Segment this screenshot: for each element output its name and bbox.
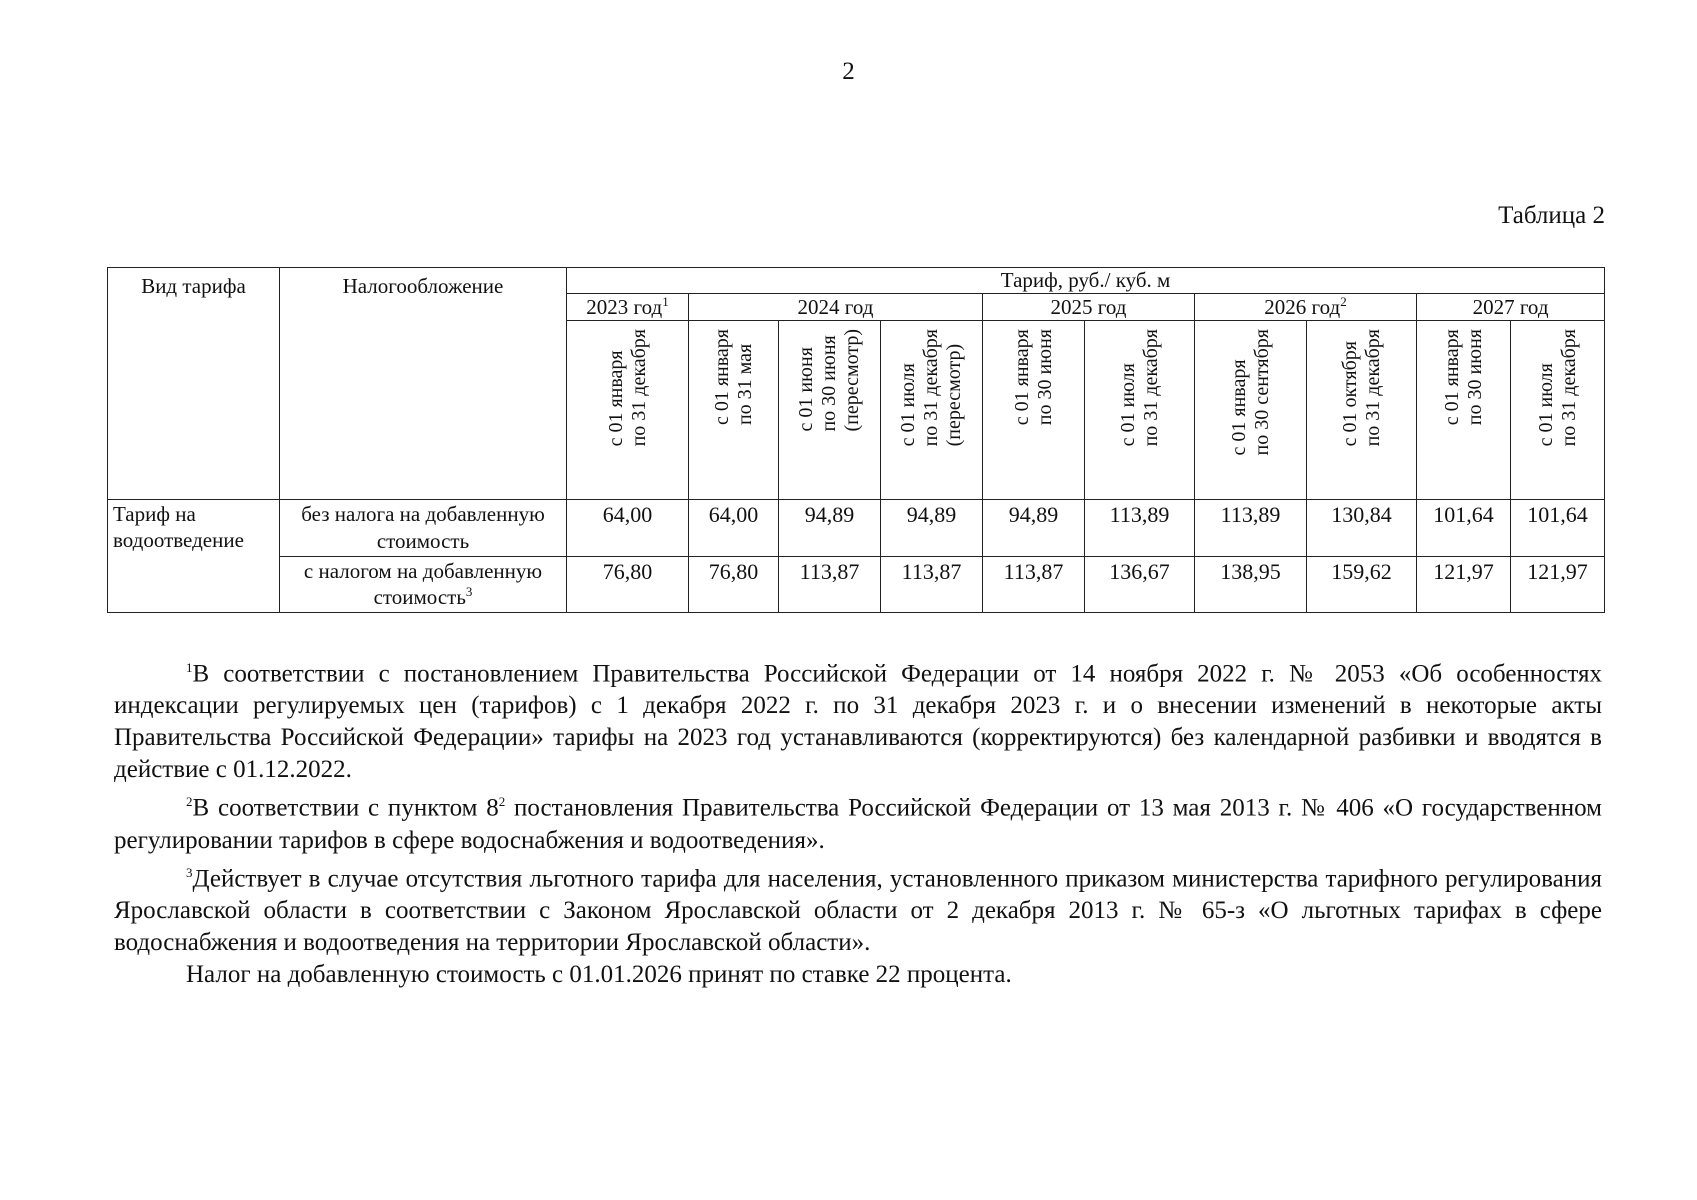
tariff-value: 94,89 [983,500,1085,556]
tariff-value: 159,62 [1307,556,1417,612]
period-header [1511,321,1605,500]
footnote-text: Действует в случае отсутствия льготного тарифа для населения, установленного приказом министерства тарифного регулирования Ярославской области в соответствии с Законом Ярославской области от 2 декабря 2013 г. № 65-з «О льготных тарифах в сфере водоснабжения и водоотведения на территории Ярославской области». [114,864,1602,956]
year-label: 2027 год [1472,295,1549,320]
period-header [983,321,1085,500]
period-header [1307,321,1417,500]
col-header-tariff-type: Вид тарифа [108,268,280,500]
year-header [1417,294,1605,321]
tariff-value: 113,89 [1195,500,1307,556]
year-header [689,294,983,321]
period-label: с 01 июля по 31 декабря [1534,329,1580,447]
table-row [108,556,1605,612]
period-header [1195,321,1307,500]
period-label: с 01 июня по 30 июня (пересмотр) [795,329,863,432]
period-label: с 01 января по 30 июня [1440,329,1486,426]
footnote-3 [114,857,1602,959]
col-header-taxation: Налогообложение [280,268,567,500]
tariff-value: 101,64 [1417,500,1511,556]
period-label: с 01 января по 30 июня [1010,329,1056,426]
year-header [1195,294,1417,321]
footnote-mark: 2 [1340,294,1347,310]
period-label: с 01 января по 30 сентября [1227,329,1273,456]
footnote-text: В соответствии с постановлением Правительства Российской Федерации от 14 ноября 2022 г. № 2053 «Об особенностях индексации регулируемых цен (тарифов) с 1 декабря 2022 г. по 31 декабря 2023 г. и о внесении изменений в некоторые акты Правительства Российской Федерации» тарифы на 2023 год устанавливаются (корректируются) без календарной разбивки и вводятся в действие с 01.12.2022. [114,660,1602,784]
footnote-mark: 2 [186,794,193,810]
period-label: с 01 января по 31 мая [710,329,756,426]
period-header [779,321,881,500]
footnote-mark: 1 [662,294,669,310]
tariff-value: 113,89 [1085,500,1195,556]
period-header [1417,321,1511,500]
footnote-text: постановления Правительства Российской Федерации от 13 мая 2013 г. № 406 «О государственном регулировании тарифов в сфере водоснабжения и водоотведения». [114,794,1602,854]
table-row [108,500,1605,556]
year-label: 2023 год [586,295,663,320]
year-label: 2025 год [1050,295,1127,320]
year-label: 2024 год [797,295,874,320]
table-caption: Таблица 2 [1498,202,1605,229]
tariff-value: 101,64 [1511,500,1605,556]
taxation-text: с налогом на добавленную стоимость [303,558,543,609]
tariff-table [107,267,1605,613]
taxation-text: без налога на добавленную стоимость [301,502,545,553]
period-label: с 01 октября по 31 декабря [1338,329,1384,447]
taxation-label [280,500,567,556]
footnotes [114,652,1602,991]
footnote-mark: 3 [186,864,193,880]
tariff-value: 121,97 [1511,556,1605,612]
period-header [1085,321,1195,500]
tariff-value: 136,67 [1085,556,1195,612]
period-label: с 01 июля по 31 декабря (пересмотр) [897,329,965,447]
page-number: 2 [842,58,855,85]
footnote-mark: 1 [186,660,193,675]
footnote-2 [114,786,1602,856]
period-header [689,321,779,500]
tariff-value: 94,89 [779,500,881,556]
tariff-value: 76,80 [689,556,779,612]
tariff-value: 94,89 [881,500,983,556]
tariff-value: 113,87 [779,556,881,612]
footnote-text: В соответствии с пунктом 8 [192,794,499,822]
year-header [567,294,689,321]
tariff-header: Тариф, руб./ куб. м [567,268,1605,294]
tariff-value: 76,80 [567,556,689,612]
footnote-1 [114,652,1602,786]
row-label: Тариф на водоотведение [108,500,280,613]
tariff-value: 130,84 [1307,500,1417,556]
tariff-value: 64,00 [689,500,779,556]
tariff-value: 113,87 [881,556,983,612]
superscript: 2 [498,794,506,810]
taxation-label [280,556,567,612]
period-header [881,321,983,500]
period-label: с 01 января по 31 декабря [604,329,650,447]
vat-note: Налог на добавленную стоимость с 01.01.2026 принят по ставке 22 процента. [186,960,1012,988]
year-label: 2026 год [1264,295,1341,320]
tariff-value: 64,00 [567,500,689,556]
footnote-mark: 3 [465,583,473,599]
year-header [983,294,1195,321]
period-label: с 01 июля по 31 декабря [1116,329,1162,447]
tariff-value: 113,87 [983,556,1085,612]
tariff-value: 138,95 [1195,556,1307,612]
tariff-value: 121,97 [1417,556,1511,612]
period-header [567,321,689,500]
